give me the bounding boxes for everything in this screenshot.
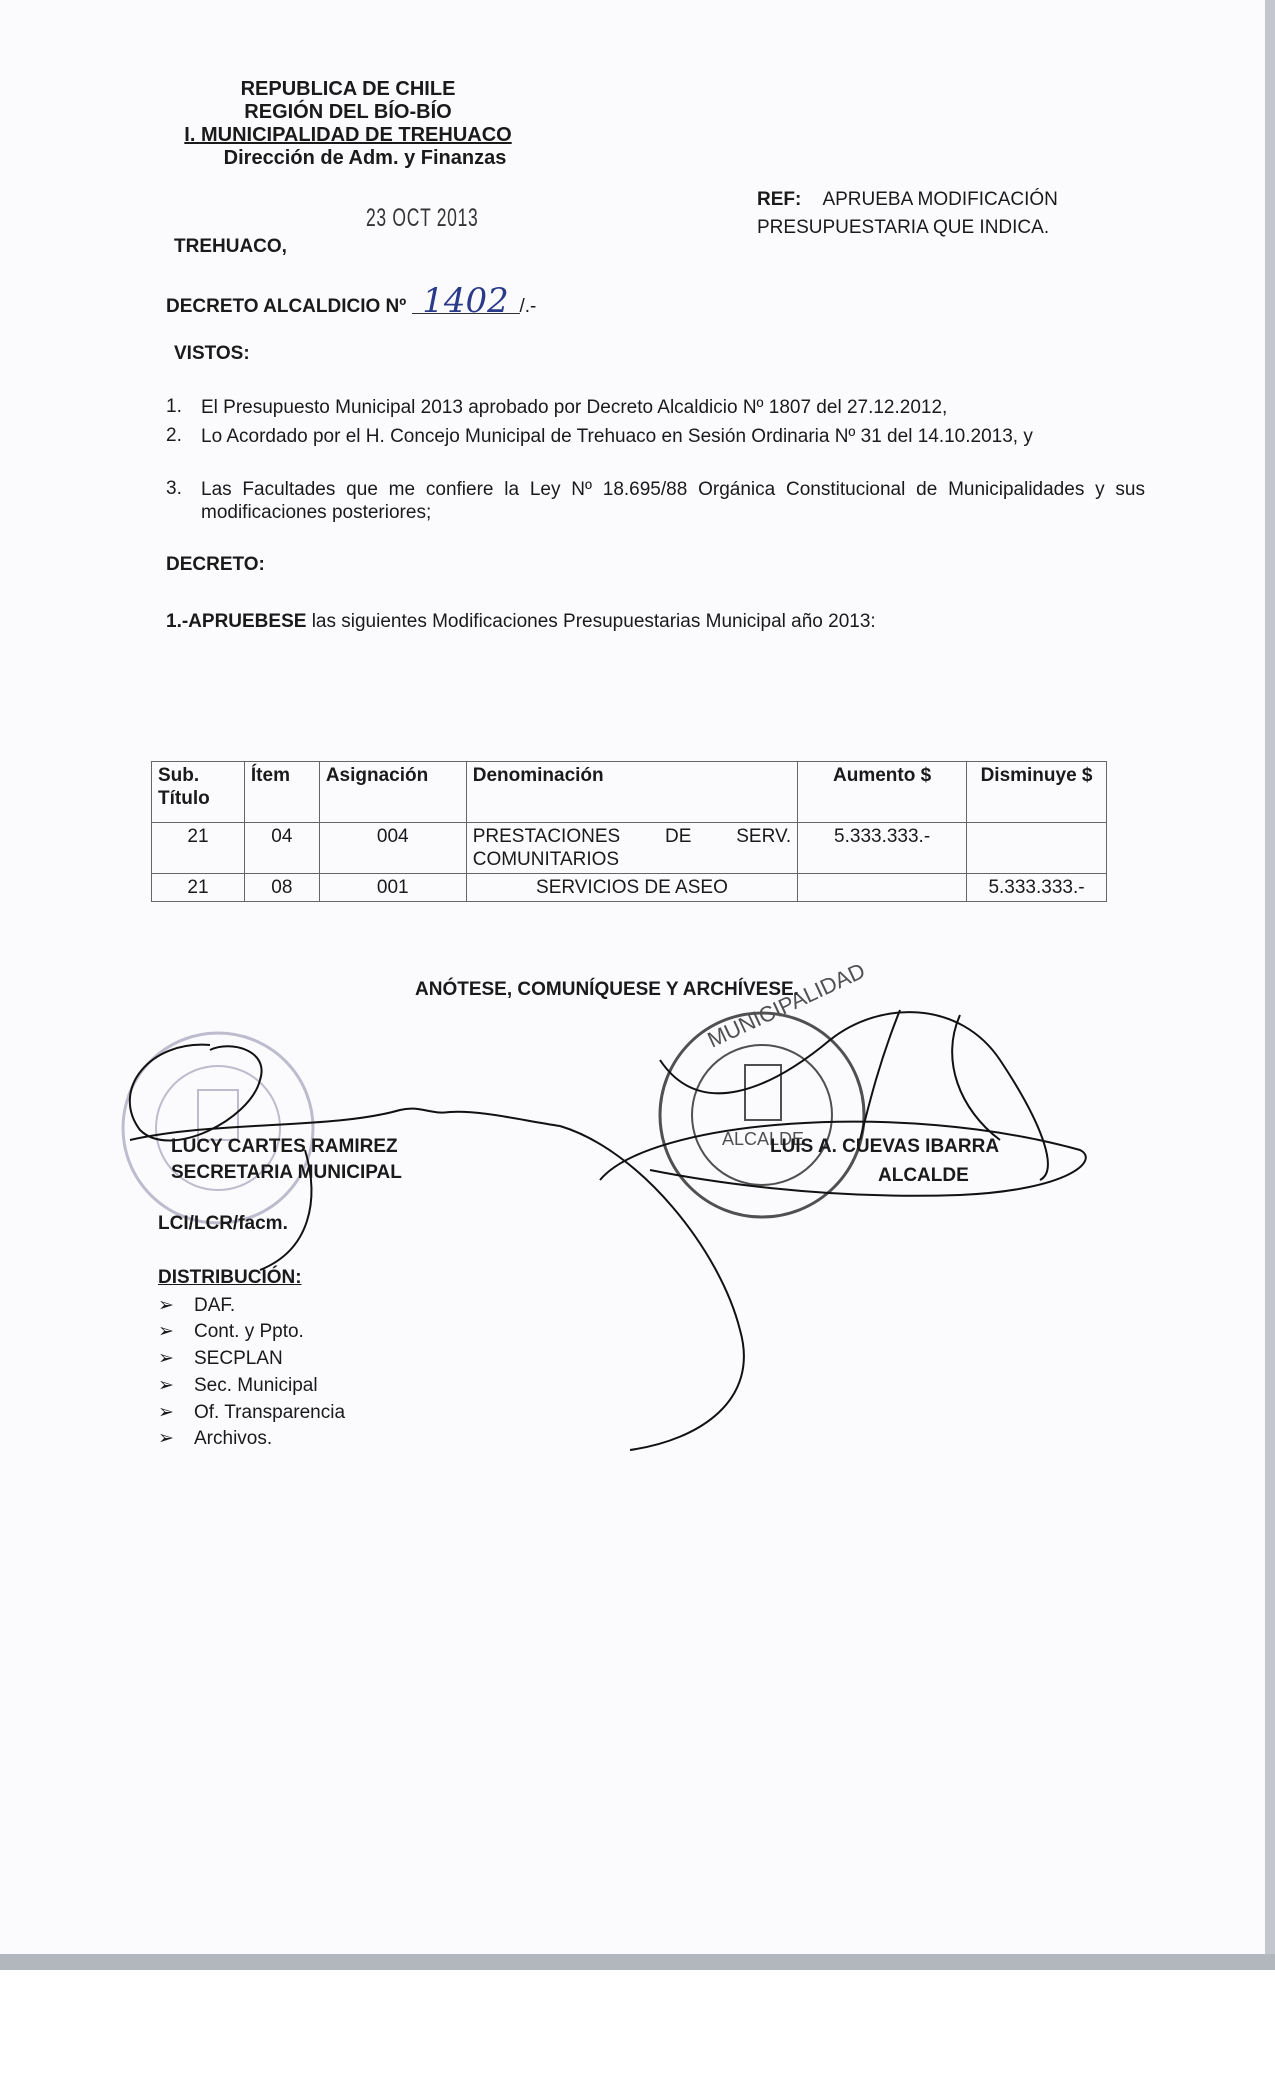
cell-asignacion: 004 <box>319 823 466 874</box>
distribution-item <box>158 1320 304 1343</box>
distribution-item <box>158 1374 318 1397</box>
distribution-item <box>158 1401 345 1424</box>
ref-text: APRUEBA MODIFICACIÓN <box>822 189 1058 210</box>
decree-suffix: /.- <box>519 296 537 317</box>
decree-label: DECRETO ALCALDICIO Nº <box>166 296 407 317</box>
vistos-item: Lo Acordado por el H. Concejo Municipal de Trehuaco en Sesión Ordinaria Nº 31 del 14.10.2013, y <box>201 426 1033 447</box>
vistos-title: VISTOS: <box>174 343 250 364</box>
distribution-item-label: Of. Transparencia <box>194 1402 346 1423</box>
col-subtitulo: Sub. Título <box>152 762 245 823</box>
vistos-num: 3. <box>166 478 182 499</box>
distribution-item-label: Archivos. <box>194 1428 273 1449</box>
right-signatory-title: ALCALDE <box>878 1165 969 1186</box>
distribution-title: DISTRIBUCIÓN: <box>158 1267 302 1288</box>
cell-disminuye: 5.333.333.- <box>967 874 1107 902</box>
col-item: Ítem <box>244 762 319 823</box>
col-aumento: Aumento $ <box>798 762 967 823</box>
header-region: REGIÓN DEL BÍO-BÍO <box>244 101 452 123</box>
col-asignacion: Asignación <box>319 762 466 823</box>
ref-line2: PRESUPUESTARIA QUE INDICA. <box>757 217 1050 238</box>
vistos-item: Las Facultades que me confiere la Ley Nº 18.695/88 Orgánica Constitucional de Municipalidades y sus modificaciones posteriores; <box>201 479 1145 523</box>
arrow-bullet-icon: ➢ <box>158 1295 174 1316</box>
distribution-item <box>158 1427 272 1450</box>
left-signatory-name: LUCY CARTES RAMIREZ <box>171 1136 398 1157</box>
decreto-point-text: las siguientes Modificaciones Presupuestarias Municipal año 2013: <box>306 611 876 632</box>
distribution-item <box>158 1347 283 1370</box>
cell-subtitulo: 21 <box>152 823 245 874</box>
vistos-num: 2. <box>166 425 182 446</box>
col-disminuye: Disminuye $ <box>967 762 1107 823</box>
vistos-item: El Presupuesto Municipal 2013 aprobado por Decreto Alcaldicio Nº 1807 del 27.12.2012, <box>201 397 948 418</box>
decreto-point-label: 1.-APRUEBESE <box>166 611 307 632</box>
place: TREHUACO, <box>174 236 287 257</box>
date-stamp: 23 OCT 2013 <box>366 204 479 232</box>
distribution-item-label: Cont. y Ppto. <box>194 1321 304 1342</box>
ref-label: REF: <box>757 189 802 210</box>
header-municipality: I. MUNICIPALIDAD DE TREHUACO <box>184 124 512 146</box>
cell-item: 04 <box>244 823 319 874</box>
cell-subtitulo: 21 <box>152 874 245 902</box>
cell-denominacion: PRESTACIONES DE SERV. COMUNITARIOS <box>466 823 797 874</box>
cell-item: 08 <box>244 874 319 902</box>
right-signature <box>600 1010 1086 1196</box>
cell-aumento: 5.333.333.- <box>798 823 967 874</box>
decreto-title: DECRETO: <box>166 554 265 575</box>
arrow-bullet-icon: ➢ <box>158 1321 174 1342</box>
col-denominacion: Denominación <box>466 762 797 823</box>
distribution-item <box>158 1294 235 1317</box>
left-signatory-title: SECRETARIA MUNICIPAL <box>171 1162 402 1183</box>
vistos-num: 1. <box>166 396 182 417</box>
svg-text:MUNICIPALIDAD: MUNICIPALIDAD <box>703 957 869 1053</box>
arrow-bullet-icon: ➢ <box>158 1428 174 1449</box>
header-department: Dirección de Adm. y Finanzas <box>223 147 507 169</box>
svg-text:ALCALDE: ALCALDE <box>722 1129 805 1149</box>
distribution-item-label: Sec. Municipal <box>194 1375 318 1396</box>
decree-number: 1402 <box>412 289 520 314</box>
distribution-item-label: DAF. <box>194 1295 236 1316</box>
header-country: REPUBLICA DE CHILE <box>240 78 456 100</box>
cell-denominacion: SERVICIOS DE ASEO <box>466 874 797 902</box>
right-signatory-name: LUIS A. CUEVAS IBARRA <box>770 1136 1000 1157</box>
arrow-bullet-icon: ➢ <box>158 1348 174 1369</box>
arrow-bullet-icon: ➢ <box>158 1375 174 1396</box>
distribution-item-label: SECPLAN <box>194 1348 283 1369</box>
cell-asignacion: 001 <box>319 874 466 902</box>
initials: LCI/LCR/facm. <box>158 1213 288 1234</box>
arrow-bullet-icon: ➢ <box>158 1402 174 1423</box>
closing-formula: ANÓTESE, COMUNÍQUESE Y ARCHÍVESE. <box>415 979 799 1000</box>
